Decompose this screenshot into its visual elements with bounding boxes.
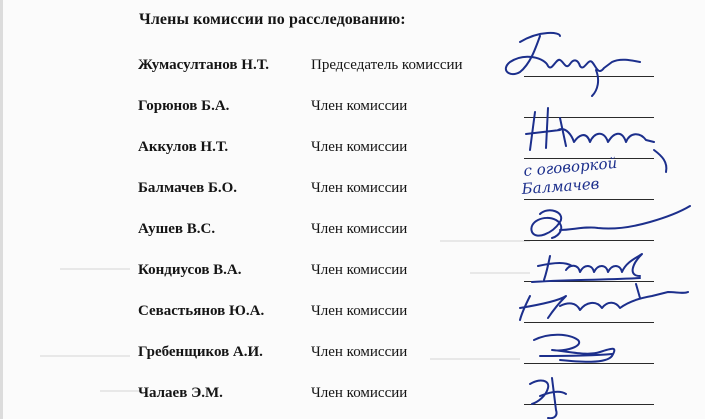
member-row — [0, 139, 705, 159]
member-row — [0, 303, 705, 323]
member-row — [0, 180, 705, 200]
member-role: Председатель комиссии — [311, 57, 463, 73]
handwritten-note: с оговоркой — [522, 153, 618, 180]
signature-line — [524, 322, 654, 323]
signature-line — [524, 199, 654, 200]
member-name: Севастьянов Ю.А. — [138, 303, 265, 319]
signature-line — [524, 117, 654, 118]
member-row — [0, 344, 705, 364]
member-name: Балмачев Б.О. — [138, 180, 238, 196]
signature-line — [524, 240, 654, 241]
member-name: Аушев В.С. — [138, 221, 216, 237]
member-row — [0, 385, 705, 405]
member-row — [0, 221, 705, 241]
member-name: Гребенщиков А.И. — [138, 344, 263, 360]
signature-line — [524, 76, 654, 77]
member-row — [0, 262, 705, 282]
member-row — [0, 98, 705, 118]
member-row — [0, 57, 705, 77]
member-role: Член комиссии — [311, 344, 408, 360]
member-name: Аккулов Н.Т. — [138, 139, 229, 155]
member-role: Член комиссии — [311, 180, 408, 196]
signature-line — [524, 363, 654, 364]
signature-line — [524, 281, 654, 282]
commission-heading: Члены комиссии по расследованию: — [139, 11, 406, 28]
member-role: Член комиссии — [311, 98, 408, 114]
member-name: Кондиусов В.А. — [138, 262, 242, 278]
handwritten-name: Балмачев — [521, 174, 600, 198]
member-role: Член комиссии — [311, 262, 408, 278]
member-role: Член комиссии — [311, 385, 408, 401]
member-role: Член комиссии — [311, 303, 408, 319]
signature-line — [524, 404, 654, 405]
member-name: Чалаев Э.М. — [138, 385, 223, 401]
member-name: Жумасултанов Н.Т. — [138, 57, 269, 73]
member-role: Член комиссии — [311, 221, 408, 237]
member-name: Горюнов Б.А. — [138, 98, 230, 114]
signature-line — [524, 158, 654, 159]
member-role: Член комиссии — [311, 139, 408, 155]
